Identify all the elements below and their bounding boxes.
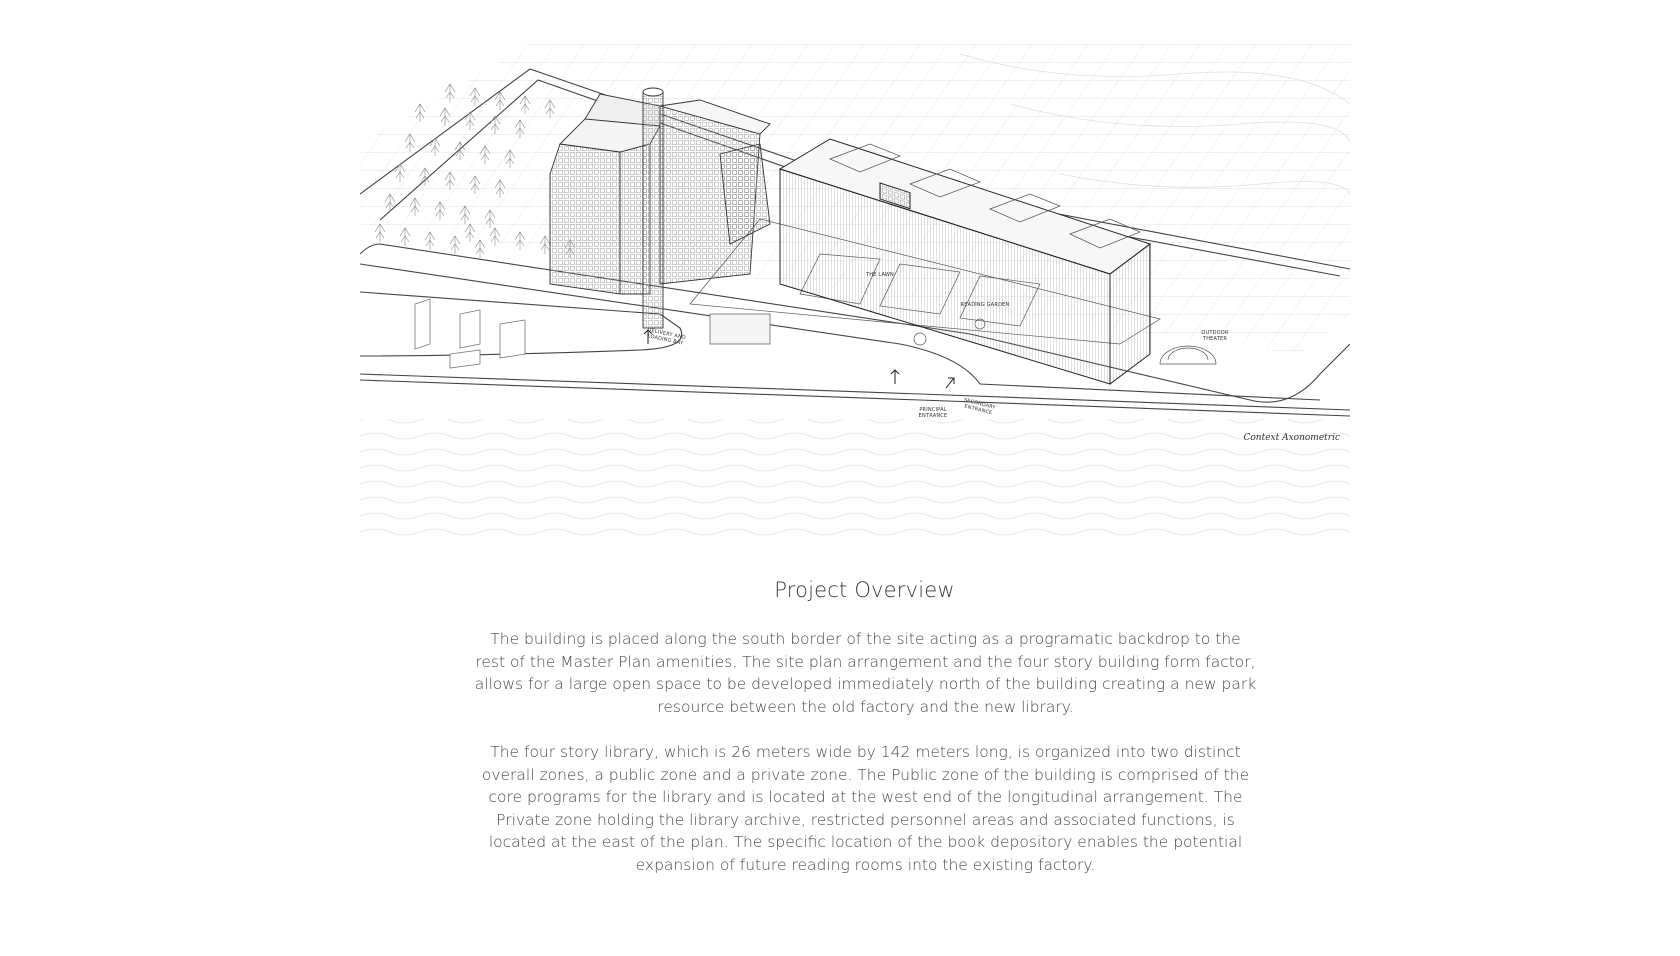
main-entrance-label: PRINCIPAL ENTRANCE [918,407,948,419]
outdoor-theater-label: OUTDOOR THEATER [1201,330,1229,342]
section-title: Project Overview [774,578,955,602]
lawn-label: THE LAWN [866,272,894,278]
old-factory [550,88,770,328]
outdoor-theater [1160,346,1216,364]
drawing-caption: Context Axonometric [1243,433,1340,443]
overview-paragraph-1: The building is placed along the south border of the site acting as a programatic backdrop to the rest of the Master Plan amenities. The site plan arrangement and the four story building form factor, allows for a large open space to be developed immediately north of the building creating a new park resource between the old factory and the new library. [474,630,1257,716]
small-buildings [415,299,525,368]
overview-paragraph-2: The four story library, which is 26 meters wide by 142 meters long, is organized into two distinct overall zones, a public zone and a private zone. The Public zone of the building is comprised of the core programs for the library and is located at the west end of the longitudinal arrangement. The Private zone holding the library archive, restricted personnel areas and associated functions, is located at the east of the plan. The specific location of the book depository enables the potential expansion of future reading rooms into the existing factory. [481,743,1250,874]
context-axonometric-drawing [360,44,1350,544]
reading-garden-label: READING GARDEN [960,302,1010,308]
delivery-label: DELIVERY AND LOADING BAY [646,327,687,347]
secondary-entrance-label: SECONDARY ENTRANCE [963,397,997,417]
